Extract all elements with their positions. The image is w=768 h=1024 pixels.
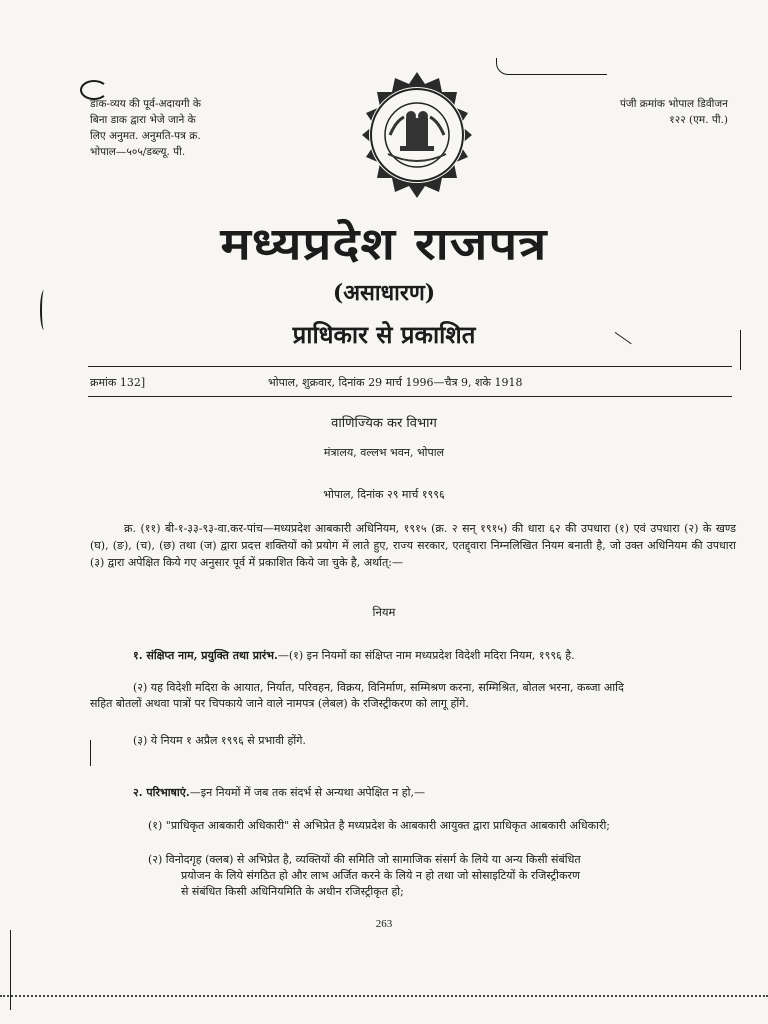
registration-line: १२२ (एम. पी.) bbox=[669, 114, 728, 126]
seal-emblem-icon bbox=[348, 70, 486, 200]
rules-heading: नियम bbox=[372, 605, 396, 619]
notification-text: क्र. (११) बी-१-३३-९३-वा.कर-पांच—मध्यप्रदेश आबकारी अधिनियम, १९१५ (क्र. २ सन् १९१५) की धारा ६२ की उपधारा (१) एवं उपधारा (२) के खण्ड (घ), (ङ), (च), (छ) तथा (ज) द्वारा प्रदत्त शक्तियों को प्रयोग में लाते हुए, राज्य सरकार, एतद्द्वारा निम्नलिखित नियम बनाती है, जो उक्त अधिनियम की उपधारा (३) द्वारा अपेक्षित किये गए अनुसार पूर्व में प्रकाशित किये जा चुके है, अर्थात्:— bbox=[90, 522, 736, 569]
registration-line: पंजी क्रमांक भोपाल डिवीजन bbox=[619, 98, 728, 110]
rule-2-2-line: से संबंधित किसी अधिनियमिति के अधीन रजिस्ट्रीकृत हो; bbox=[181, 885, 404, 898]
department-name: वाणिज्यिक कर विभाग bbox=[331, 416, 437, 431]
postage-line: बिना डाक द्वारा भेजे जाने के bbox=[90, 114, 196, 126]
rule-1-3: (३) ये नियम १ अप्रैल १९९६ से प्रभावी होंगे. bbox=[133, 734, 306, 747]
rule-1-2-line: सहित बोतलों अथवा पात्रों पर चिपकाये जाने वाले नामपत्र (लेबल) के रजिस्ट्रीकरण को लागू होंगे. bbox=[90, 697, 469, 710]
rule-2-2-line: प्रयोजन के लिये संगठित हो और लाभ अर्जित करने के लिये न हो तथा जो सोसाइटियों के रजिस्ट्रीकरण bbox=[181, 869, 580, 882]
scan-mark bbox=[90, 740, 93, 766]
rule-2-heading: २. परिभाषाएं. bbox=[133, 786, 190, 799]
rule-2 bbox=[133, 785, 425, 800]
divider bbox=[88, 366, 732, 367]
postage-note bbox=[90, 96, 260, 160]
divider bbox=[88, 396, 732, 397]
rule-1-heading: १. संक्षिप्त नाम, प्रयुक्ति तथा प्रारंभ. bbox=[133, 649, 278, 662]
rule-2-1: (१) "प्राधिकृत आबकारी अधिकारी" से अभिप्रेत है मध्यप्रदेश के आबकारी आयुक्त द्वारा प्राधिकृत आबकारी अधिकारी; bbox=[148, 819, 611, 832]
issue-date: भोपाल, शुक्रवार, दिनांक 29 मार्च 1996—चैत्र 9, शके 1918 bbox=[268, 376, 523, 389]
rule-1 bbox=[133, 648, 575, 663]
published-by: प्राधिकार से प्रकाशित bbox=[292, 320, 476, 349]
scan-edge bbox=[0, 995, 768, 997]
postage-line: डाक-व्यय की पूर्व-अदायगी के bbox=[90, 98, 201, 110]
rule-2-2-line: (२) विनोदगृह (क्लब) से अभिप्रेत है, व्यक्तियों की समिति जो सामाजिक संसर्ग के लिये या अन्य किसी संबंधित bbox=[148, 853, 581, 866]
scan-mark bbox=[496, 58, 607, 75]
state-emblem-seal bbox=[348, 70, 486, 200]
rule-2-text: —इन नियमों में जब तक संदर्भ से अन्यथा अपेक्षित न हो,— bbox=[189, 786, 425, 799]
gazette-title: मध्यप्रदेश राजपत्र bbox=[220, 219, 548, 270]
rule-1-2-line: (२) यह विदेशी मदिरा के आयात, निर्यात, परिवहन, विक्रय, विनिर्माण, सम्मिश्रण करना, सम्मिश्रित, बोतल भरना, कब्जा आदि bbox=[133, 681, 624, 694]
department-address: मंत्रालय, वल्लभ भवन, भोपाल bbox=[323, 446, 445, 459]
notification-date: भोपाल, दिनांक २९ मार्च १९९६ bbox=[323, 488, 445, 501]
page-number: 263 bbox=[375, 918, 393, 930]
registration-number bbox=[558, 96, 728, 128]
postage-line: भोपाल—५०५/डब्ल्यू. पी. bbox=[90, 146, 186, 158]
scan-mark bbox=[10, 930, 15, 1010]
issue-number: क्रमांक 132] bbox=[90, 376, 146, 389]
postage-line: लिए अनुमत. अनुमति-पत्र क्र. bbox=[90, 130, 201, 142]
rule-1-text: —(१) इन नियमों का संक्षिप्त नाम मध्यप्रदेश विदेशी मदिरा नियम, १९९६ है. bbox=[277, 649, 575, 662]
gazette-type: (असाधारण) bbox=[332, 280, 436, 306]
